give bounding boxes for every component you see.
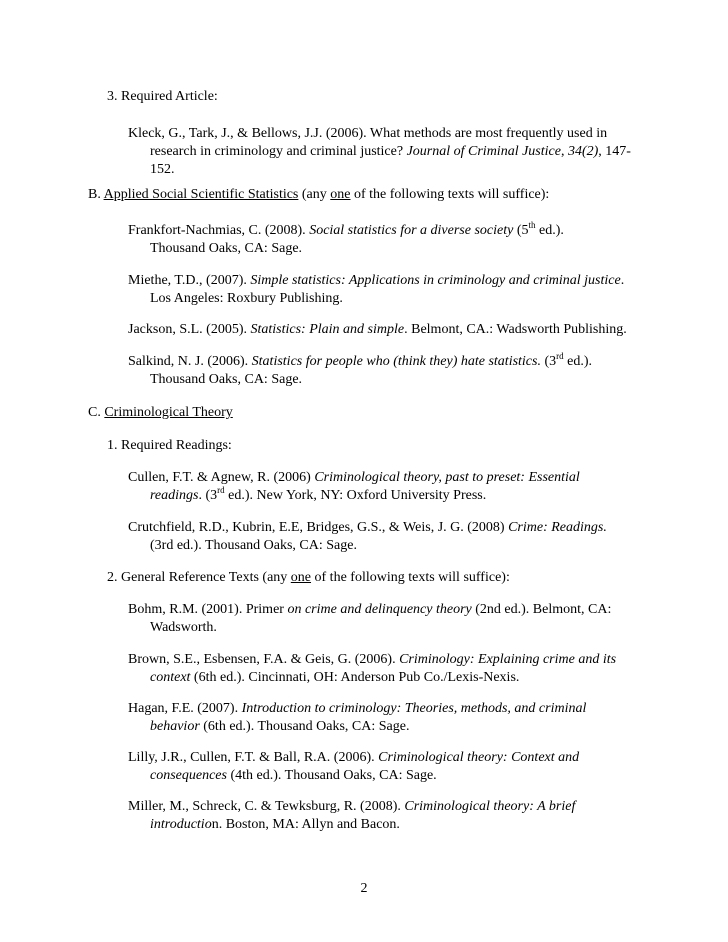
text-segment: 2. General Reference Texts (any [107, 570, 291, 585]
italic-text: Simple statistics: Applications in criminology and criminal justice [250, 273, 621, 288]
italic-text: Criminology: Explaining crime and its [399, 652, 617, 667]
text-line [150, 718, 409, 736]
text-line [128, 700, 586, 718]
text-line [150, 767, 437, 785]
text-line [150, 669, 519, 687]
text-line [150, 290, 343, 308]
text-segment: Wadsworth. [150, 620, 217, 635]
italic-text: Statistics: Plain and simple [250, 322, 405, 337]
text-segment: of the following texts will suffice): [350, 187, 550, 202]
text-segment: ed.). New York, NY: Oxford University Press. [224, 488, 487, 503]
italic-text: context [150, 670, 191, 685]
text-segment: (6th ed.). Thousand Oaks, CA: Sage. [199, 719, 410, 734]
text-segment: 3. Required Article: [107, 89, 218, 104]
text-segment: (4th ed.). Thousand Oaks, CA: Sage. [226, 768, 437, 783]
text-segment: B. [88, 187, 104, 202]
page-number: 2 [360, 881, 368, 896]
italic-text: 34(2) [567, 144, 599, 159]
italic-text: on crime and delinquency theory [287, 602, 472, 617]
text-segment: of the following texts will suffice): [311, 570, 510, 585]
text-line [107, 569, 510, 587]
text-line [128, 353, 592, 371]
text-line [150, 816, 400, 834]
text-line [128, 272, 624, 290]
text-line [150, 240, 302, 258]
text-segment: ed.). [535, 223, 564, 238]
underlined-text: Criminological Theory [104, 405, 233, 420]
superscript: rd [217, 485, 225, 495]
superscript: th [528, 220, 536, 230]
text-line [128, 749, 579, 767]
text-segment: (3rd ed.). Thousand Oaks, CA: Sage. [150, 538, 357, 553]
text-segment: , [560, 144, 568, 159]
text-segment: , 147- [598, 144, 631, 159]
text-line [150, 161, 175, 179]
italic-text: Criminological theory, past to preset: Essential [314, 470, 580, 485]
text-segment: Thousand Oaks, CA: Sage. [150, 372, 303, 387]
text-line [150, 143, 631, 161]
text-segment: 1. Required Readings: [107, 438, 232, 453]
underlined-text: Applied Social Scientific Statistics [103, 187, 299, 202]
text-segment: Frankfort-Nachmias, C. (2008). [128, 223, 310, 238]
text-segment: . Belmont, CA.: Wadsworth Publishing. [404, 322, 627, 337]
italic-text: Crime: Readings. [508, 520, 607, 535]
text-segment: (2nd ed.). Belmont, CA: [471, 602, 612, 617]
text-line [128, 601, 611, 619]
text-segment: (6th ed.). Cincinnati, OH: Anderson Pub Co./Lexis-Nexis. [190, 670, 520, 685]
italic-text: consequences [150, 768, 227, 783]
text-segment: Miller, M., Schreck, C. & Tewksburg, R. (2008). [128, 799, 405, 814]
underlined-text: one [330, 187, 351, 202]
text-segment: n. Boston, MA: Allyn and Bacon. [211, 817, 400, 832]
superscript: rd [556, 351, 564, 361]
text-segment: Bohm, R.M. (2001). Primer [128, 602, 288, 617]
text-line [107, 88, 218, 106]
text-segment: Lilly, J.R., Cullen, F.T. & Ball, R.A. (2006). [128, 750, 379, 765]
text-line [150, 371, 302, 389]
text-segment: Miethe, T.D., (2007). [128, 273, 251, 288]
italic-text: Social statistics for a diverse society [309, 223, 514, 238]
text-line [150, 537, 357, 555]
text-segment: (any [298, 187, 331, 202]
text-line [128, 798, 575, 816]
text-line [128, 469, 580, 487]
text-segment: . (3 [198, 488, 218, 503]
text-segment: Thousand Oaks, CA: Sage. [150, 241, 303, 256]
italic-text: Criminological theory: A brief [404, 799, 576, 814]
text-line [128, 651, 616, 669]
text-segment: 152. [150, 162, 175, 177]
text-line [128, 519, 607, 537]
italic-text: introductio [150, 817, 212, 832]
text-segment: . [620, 273, 625, 288]
text-segment: Salkind, N. J. (2006). [128, 354, 252, 369]
text-line [88, 186, 549, 204]
italic-text: Journal of Criminal Justice [406, 144, 561, 159]
text-line [150, 619, 217, 637]
text-segment: Los Angeles: Roxbury Publishing. [150, 291, 343, 306]
text-segment: Kleck, G., Tark, J., & Bellows, J.J. (2006). What methods are most frequently used in [128, 126, 608, 141]
text-line [88, 404, 233, 422]
underlined-text: one [290, 570, 312, 585]
text-segment: Hagan, F.E. (2007). [128, 701, 242, 716]
text-segment: Brown, S.E., Esbensen, F.A. & Geis, G. (2006). [128, 652, 400, 667]
italic-text: Introduction to criminology: Theories, methods, and criminal [241, 701, 587, 716]
italic-text: readings [150, 488, 199, 503]
text-line [128, 125, 607, 143]
text-segment: Crutchfield, R.D., Kubrin, E.E, Bridges, G.S., & Weis, J. G. (2008) [128, 520, 509, 535]
text-line [107, 437, 232, 455]
italic-text: behavior [150, 719, 200, 734]
text-segment: C. [88, 405, 105, 420]
text-segment: (5 [513, 223, 529, 238]
text-segment: Jackson, S.L. (2005). [128, 322, 251, 337]
text-line [128, 321, 627, 339]
text-segment: ed.). [563, 354, 593, 369]
italic-text: Statistics for people who (think they) hate statistics. [251, 354, 541, 369]
italic-text: Criminological theory: Context and [378, 750, 580, 765]
text-segment: Cullen, F.T. & Agnew, R. (2006) [128, 470, 315, 485]
text-segment: (3 [540, 354, 557, 369]
text-segment: research in criminology and criminal justice? [150, 144, 407, 159]
text-line [128, 222, 564, 240]
text-line [150, 487, 486, 505]
